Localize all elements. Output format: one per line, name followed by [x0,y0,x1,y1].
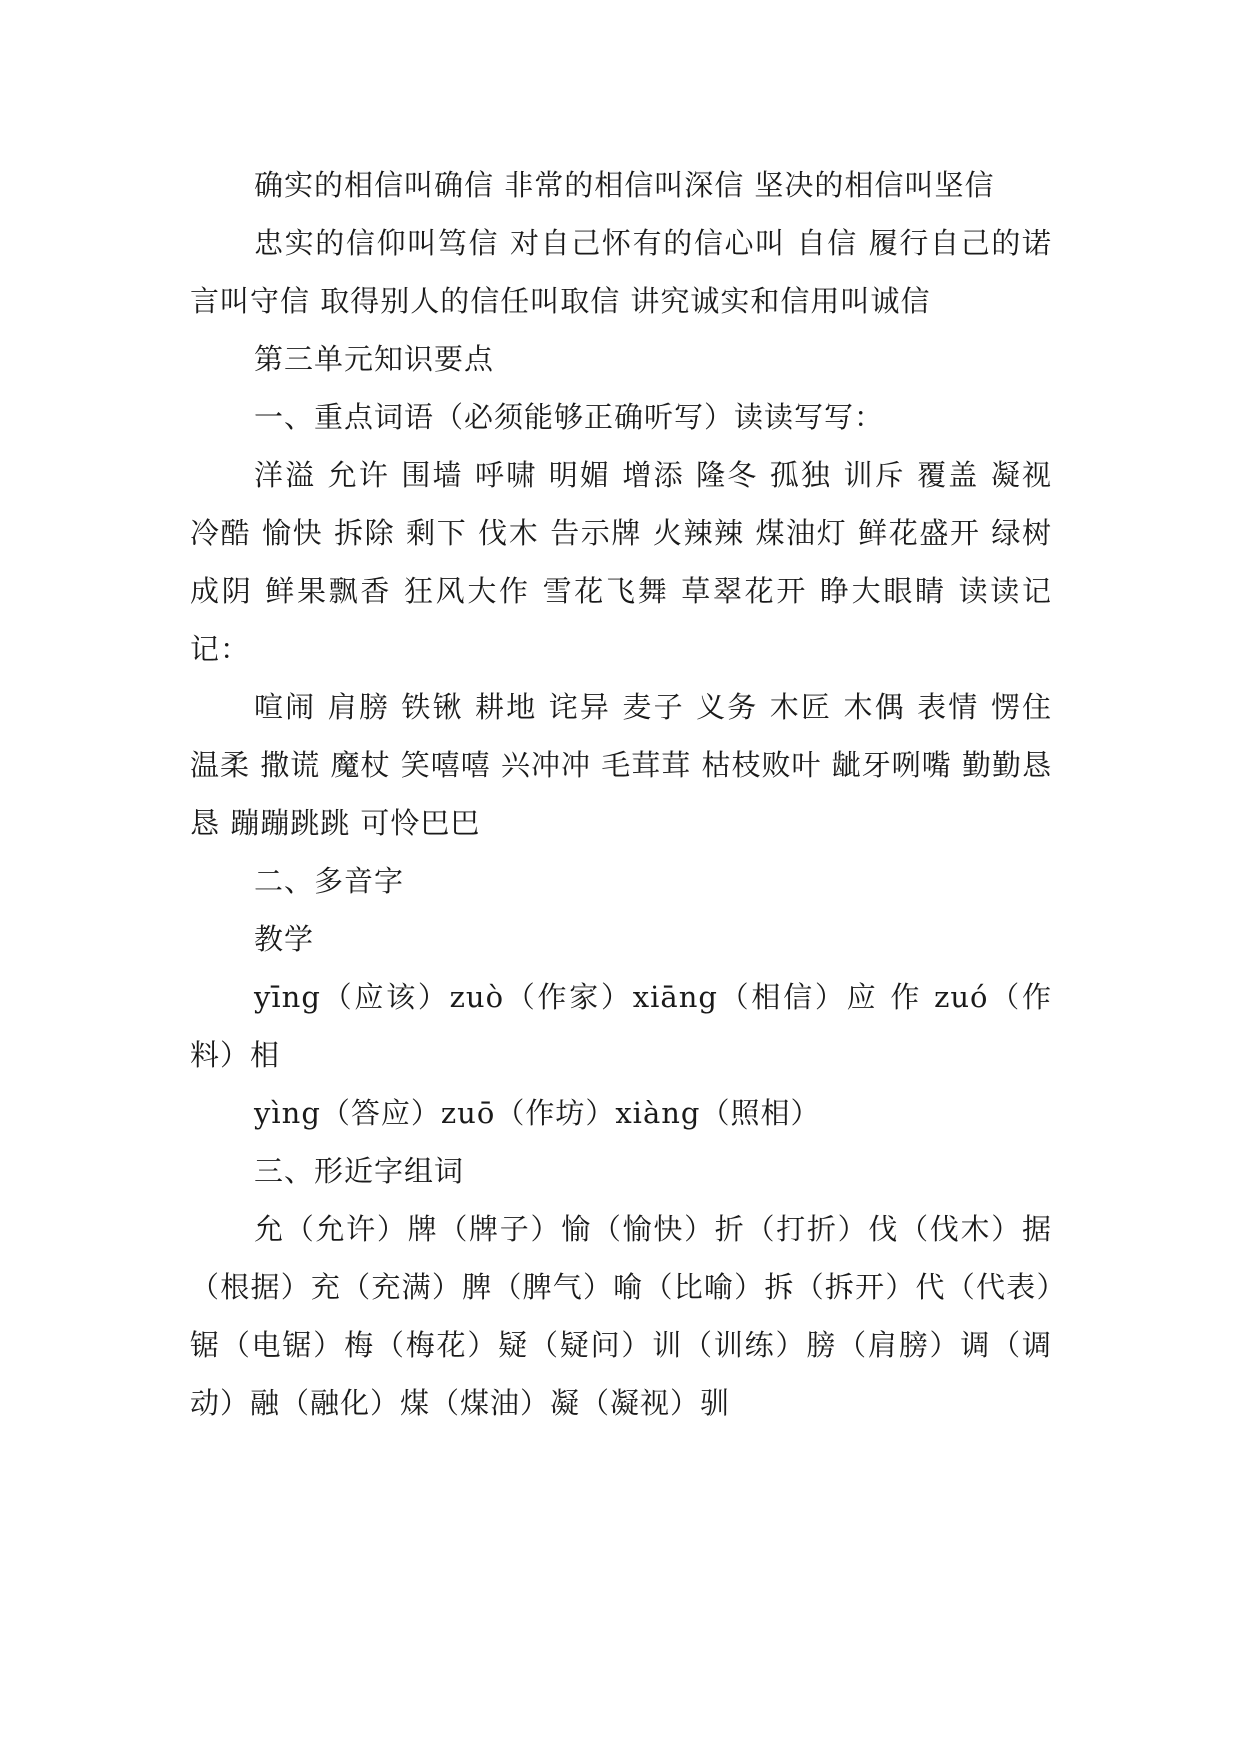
document-body [190,156,1052,1432]
heading-polyphonic-characters: 二、多音字 [254,864,405,898]
paragraph-key-words-list: 洋溢 允许 围墙 呼啸 明媚 增添 隆冬 孤独 训斥 覆盖 凝视 冷酷 愉快 拆除 剩下 伐木 告示牌 火辣辣 煤油灯 鲜花盛开 绿树成阴 鲜果飘香 狂风大作 雪花飞舞 草翠花开 睁大眼睛 读读记记： [190,458,1052,666]
section-heading-unit-3: 第三单元知识要点 [254,342,495,376]
paragraph-similar-characters-list: 允（允许）牌（牌子）愉（愉快）折（打折）伐（伐木）据（根据）充（充满）脾（脾气）喻（比喻）拆（拆开）代（代表）锯（电锯）梅（梅花）疑（疑问）训（训练）膀（肩膀）调（调动）融（融化）煤（煤油）凝（凝视）驯 [190,1212,1052,1420]
paragraph-polyphonic-line-1: yīng（应该）zuò（作家）xiāng（相信）应 作 zuó（作料）相 [190,980,1052,1072]
paragraph-read-remember-list: 喧闹 肩膀 铁锹 耕地 诧异 麦子 义务 木匠 木偶 表情 愣住 温柔 撒谎 魔杖 笑嘻嘻 兴冲冲 毛茸茸 枯枝败叶 龇牙咧嘴 勤勤恳恳 蹦蹦跳跳 可怜巴巴 [190,690,1052,840]
heading-key-words: 一、重点词语（必须能够正确听写）读读写写： [254,400,885,434]
paragraph-believe-words-2: 忠实的信仰叫笃信 对自己怀有的信心叫 自信 履行自己的诺言叫守信 取得别人的信任叫取信 讲究诚实和信用叫诚信 [190,226,1052,318]
paragraph-teaching: 教学 [254,922,315,956]
paragraph-believe-words-1: 确实的相信叫确信 非常的相信叫深信 坚决的相信叫坚信 [254,168,995,202]
heading-similar-characters: 三、形近字组词 [254,1154,465,1188]
paragraph-polyphonic-line-2: yìng（答应）zuō（作坊）xiàng（照相） [254,1096,821,1130]
